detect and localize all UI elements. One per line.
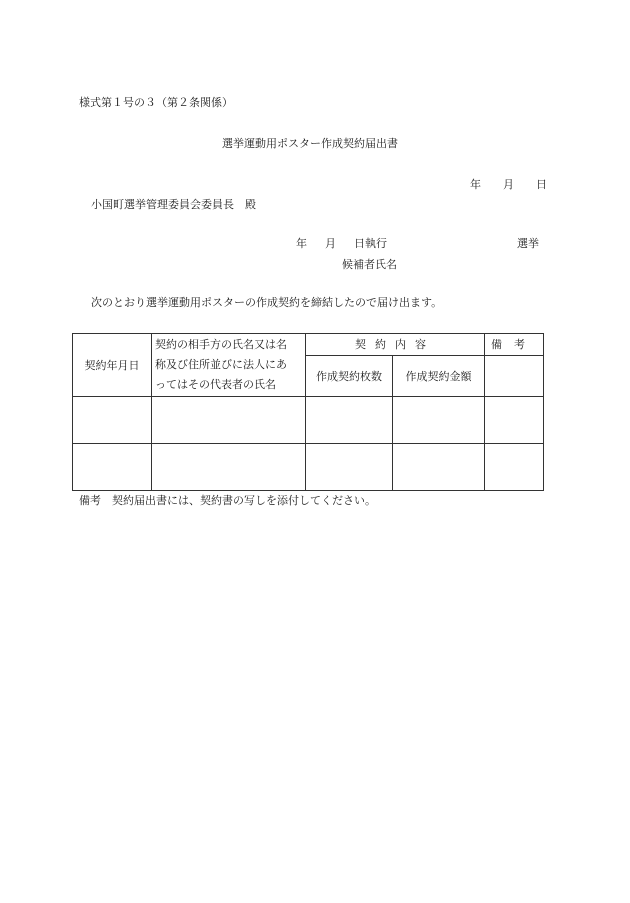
header-remarks: 備考 — [485, 334, 544, 356]
election-date — [296, 237, 387, 251]
candidate-name-label: 候補者氏名 — [342, 258, 397, 271]
header-quantity: 作成契約枚数 — [306, 355, 393, 396]
header-contract-party-line: ってはその代表者の氏名 — [155, 378, 276, 391]
cell-contract-party[interactable] — [152, 444, 306, 491]
intro-text: 次のとおり選挙運動用ポスターの作成契約を締結したので届け出ます。 — [91, 296, 443, 309]
header-amount: 作成契約金額 — [393, 355, 485, 396]
header-contract-date: 契約年月日 — [73, 334, 152, 397]
header-contract-contents: 契約内容 — [306, 334, 485, 356]
footnote: 備考 契約届出書には、契約書の写しを添付してください。 — [79, 494, 376, 507]
cell-quantity[interactable] — [306, 397, 393, 444]
addressee: 小国町選挙管理委員会委員長 殿 — [91, 198, 256, 211]
cell-contract-date[interactable] — [73, 444, 152, 491]
header-contract-party — [152, 334, 306, 397]
cell-contract-party[interactable] — [152, 397, 306, 444]
election-year-label: 年 — [296, 237, 307, 250]
cell-amount[interactable] — [393, 397, 485, 444]
election-executed-label: 日執行 — [354, 237, 387, 250]
form-number: 様式第１号の３（第２条関係） — [79, 96, 233, 109]
table-row — [73, 444, 544, 491]
contract-table — [72, 333, 544, 491]
cell-quantity[interactable] — [306, 444, 393, 491]
cell-contract-date[interactable] — [73, 397, 152, 444]
date-day-label: 日 — [536, 178, 547, 191]
document-title: 選挙運動用ポスター作成契約届出書 — [222, 137, 398, 150]
cell-remarks[interactable] — [485, 397, 544, 444]
cell-remarks[interactable] — [485, 444, 544, 491]
header-contract-party-line: 称及び住所並びに法人にあ — [155, 358, 287, 371]
election-month-label: 月 — [325, 237, 336, 250]
header-contract-party-line: 契約の相手方の氏名又は名 — [155, 338, 287, 351]
cell-amount[interactable] — [393, 444, 485, 491]
date-year-label: 年 — [470, 178, 481, 191]
table-row — [73, 397, 544, 444]
remarks-header-blank — [485, 355, 544, 396]
election-label: 選挙 — [517, 237, 539, 250]
date-month-label: 月 — [503, 178, 514, 191]
submission-date — [470, 178, 547, 192]
